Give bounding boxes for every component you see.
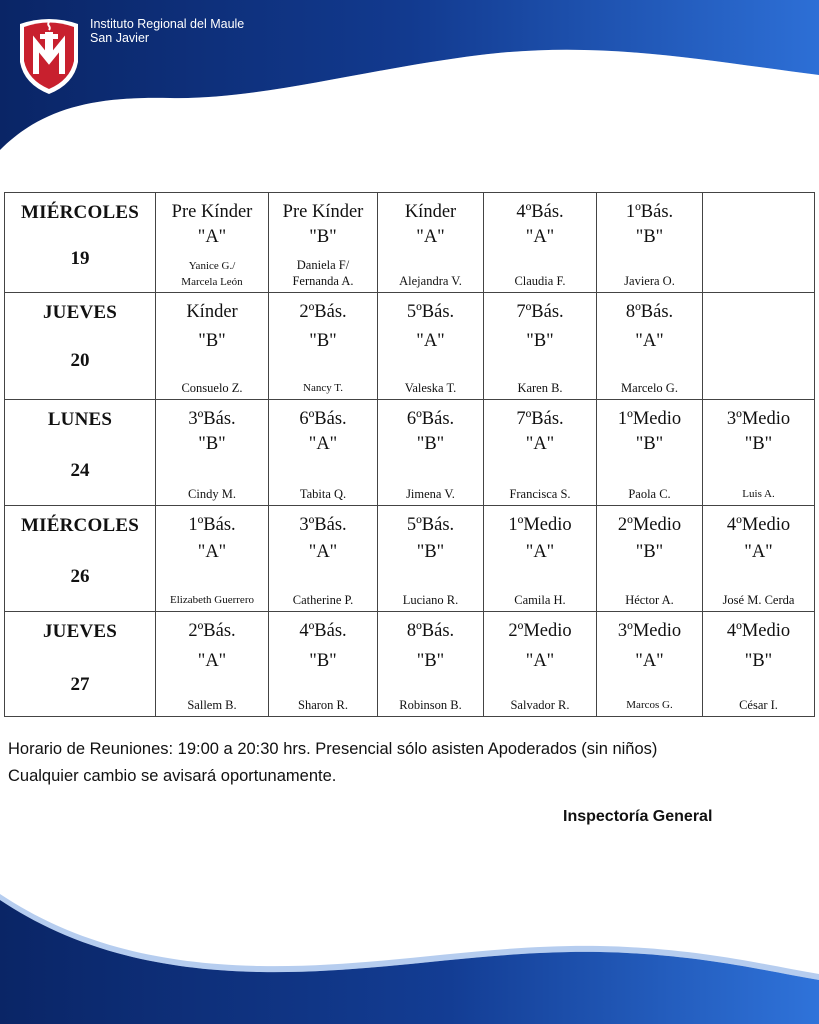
teacher-name: Paola C.: [628, 487, 671, 501]
grade-label: 8ºBás.: [406, 621, 455, 641]
school-header: [90, 17, 244, 45]
meeting-schedule-table: [4, 192, 815, 717]
table-row: [5, 506, 815, 612]
section-label: "B": [309, 331, 337, 351]
section-label: "B": [744, 434, 773, 454]
grade-label: 6ºBás.: [406, 409, 455, 429]
teacher-name: Marcos G.: [626, 699, 673, 711]
teacher-name: Claudia F.: [514, 274, 566, 288]
day-cell: [5, 193, 156, 293]
day-date: 19: [70, 248, 90, 269]
class-cell: [269, 612, 378, 717]
grade-label: 1ºBás.: [188, 515, 236, 535]
teacher-name: Yanice G./ Marcela León: [181, 260, 243, 288]
class-cell: [597, 293, 703, 400]
table-row: [5, 400, 815, 506]
day-date: 27: [70, 674, 90, 695]
grade-label: 2ºMedio: [617, 515, 682, 535]
teacher-name: Cindy M.: [188, 487, 236, 501]
class-cell: [703, 506, 815, 612]
teacher-name: Salvador R.: [510, 698, 570, 712]
class-cell: [378, 400, 484, 506]
school-city: San Javier: [90, 31, 150, 45]
grade-label: 6ºBás.: [299, 409, 347, 429]
class-cell: [597, 400, 703, 506]
grade-label: 5ºBás.: [406, 515, 455, 535]
teacher-name: Karen B.: [517, 381, 563, 395]
teacher-name: Robinson B.: [399, 698, 462, 712]
teacher-name: José M. Cerda: [722, 593, 795, 607]
class-cell: [378, 612, 484, 717]
class-cell: [156, 612, 269, 717]
grade-label: 1ºMedio: [617, 409, 682, 429]
class-cell: [484, 293, 597, 400]
class-cell: [484, 400, 597, 506]
teacher-name: Javiera O.: [624, 274, 675, 288]
grade-label: Kínder: [186, 302, 238, 322]
class-cell: [156, 293, 269, 400]
class-cell: [269, 506, 378, 612]
grade-label: 2ºBás.: [188, 621, 236, 641]
section-label: "B": [198, 434, 226, 454]
section-label: "A": [525, 542, 555, 562]
class-cell: [484, 612, 597, 717]
section-label: "A": [744, 542, 773, 562]
table-row: [5, 193, 815, 293]
footer-wave-background: [0, 880, 819, 1024]
grade-label: 4ºBás.: [299, 621, 347, 641]
section-label: "A": [525, 227, 555, 247]
teacher-name: Alejandra V.: [399, 274, 462, 288]
grade-label: Pre Kínder: [171, 202, 253, 222]
grade-label: Kínder: [404, 202, 457, 222]
grade-label: 1ºMedio: [508, 515, 572, 535]
teacher-name: Elizabeth Guerrero: [170, 594, 254, 606]
teacher-name: Sallem B.: [187, 698, 237, 712]
school-name: Instituto Regional del Maule: [90, 17, 245, 31]
section-label: "A": [635, 331, 664, 351]
teacher-name: Nancy T.: [303, 382, 343, 394]
section-label: "B": [416, 651, 445, 671]
section-label: "B": [635, 227, 664, 247]
class-cell: [269, 193, 378, 293]
section-label: "A": [525, 434, 555, 454]
grade-label: 3ºBás.: [299, 515, 347, 535]
class-cell: [269, 400, 378, 506]
section-label: "B": [744, 651, 773, 671]
day-cell: [5, 293, 156, 400]
grade-label: 5ºBás.: [406, 302, 455, 322]
teacher-name: Héctor A.: [625, 593, 674, 607]
day-name: LUNES: [47, 409, 113, 430]
day-cell: [5, 612, 156, 717]
table-row: [5, 293, 815, 400]
grade-label: 4ºMedio: [726, 515, 791, 535]
class-cell: [378, 506, 484, 612]
section-label: "A": [197, 651, 227, 671]
class-cell: [597, 193, 703, 293]
grade-label: 4ºMedio: [726, 621, 791, 641]
teacher-name: Sharon R.: [298, 698, 348, 712]
teacher-name: Valeska T.: [404, 381, 457, 395]
day-date: 20: [70, 350, 90, 371]
grade-label: 2ºBás.: [299, 302, 347, 322]
section-label: "B": [198, 331, 226, 351]
grade-label: 4ºBás.: [516, 202, 564, 222]
section-label: "B": [416, 542, 445, 562]
class-cell: [484, 193, 597, 293]
class-cell: [597, 612, 703, 717]
teacher-name: Tabita Q.: [299, 487, 347, 501]
class-cell: [378, 293, 484, 400]
teacher-name: Luciano R.: [402, 593, 459, 607]
teacher-name: Camila H.: [514, 593, 566, 607]
grade-label: 3ºBás.: [188, 409, 236, 429]
section-label: "A": [197, 542, 227, 562]
changes-note: Cualquier cambio se avisará oportunamente.: [8, 767, 337, 785]
class-cell: [703, 400, 815, 506]
class-cell-empty: [703, 293, 815, 400]
school-crest-icon: [14, 14, 84, 96]
day-name: MIÉRCOLES: [21, 515, 139, 536]
teacher-name: Catherine P.: [292, 593, 354, 607]
grade-label: 3ºMedio: [617, 621, 682, 641]
section-label: "B": [635, 542, 664, 562]
day-cell: [5, 506, 156, 612]
section-label: "A": [308, 434, 338, 454]
signature: Inspectoría General: [563, 808, 713, 825]
section-label: "B": [309, 651, 337, 671]
day-name: JUEVES: [42, 621, 118, 642]
teacher-name: Marcelo G.: [621, 381, 678, 395]
section-label: "B": [526, 331, 554, 351]
section-label: "A": [416, 331, 445, 351]
class-cell: [156, 506, 269, 612]
class-cell: [156, 400, 269, 506]
grade-label: Pre Kínder: [282, 202, 364, 222]
teacher-name: Francisca S.: [509, 487, 571, 501]
section-label: "A": [635, 651, 664, 671]
day-date: 26: [70, 566, 90, 587]
day-date: 24: [70, 460, 90, 481]
meeting-hours-note: Horario de Reuniones: 19:00 a 20:30 hrs. Presencial sólo asisten Apoderados (sin niños): [8, 740, 658, 758]
day-name: JUEVES: [42, 302, 118, 323]
teacher-name: Daniela F/ Fernanda A.: [292, 258, 354, 288]
table-row: [5, 612, 815, 717]
grade-label: 3ºMedio: [726, 409, 791, 429]
teacher-name: Jimena V.: [406, 487, 455, 501]
teacher-name: César I.: [739, 698, 778, 712]
class-cell-empty: [703, 193, 815, 293]
section-label: "A": [416, 227, 445, 247]
section-label: "B": [416, 434, 445, 454]
section-label: "A": [308, 542, 338, 562]
section-label: "A": [197, 227, 227, 247]
section-label: "B": [309, 227, 337, 247]
class-cell: [156, 193, 269, 293]
grade-label: 1ºBás.: [625, 202, 674, 222]
class-cell: [703, 612, 815, 717]
class-cell: [378, 193, 484, 293]
teacher-name: Luis A.: [742, 488, 775, 500]
grade-label: 2ºMedio: [508, 621, 572, 641]
grade-label: 8ºBás.: [625, 302, 674, 322]
meeting-notes: [8, 736, 657, 790]
class-cell: [484, 506, 597, 612]
class-cell: [597, 506, 703, 612]
grade-label: 7ºBás.: [516, 302, 564, 322]
class-cell: [269, 293, 378, 400]
section-label: "A": [525, 651, 555, 671]
teacher-name: Consuelo Z.: [181, 381, 243, 395]
day-cell: [5, 400, 156, 506]
day-name: MIÉRCOLES: [21, 202, 139, 223]
section-label: "B": [635, 434, 664, 454]
grade-label: 7ºBás.: [516, 409, 564, 429]
